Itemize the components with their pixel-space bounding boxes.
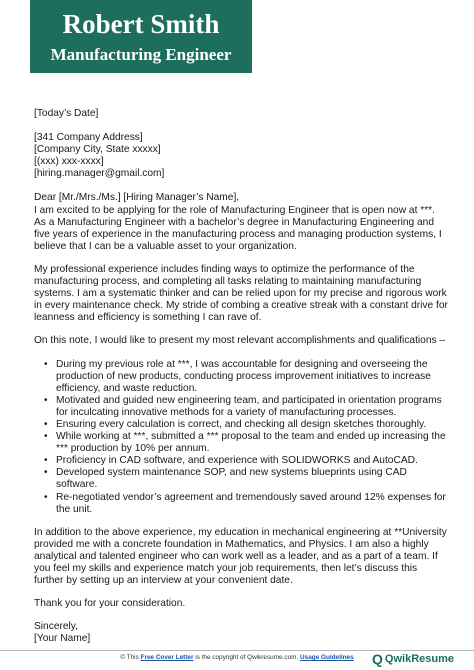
paragraph-education: In addition to the above experience, my education in mechanical engineering at **University provided me with a concrete foundation in Mathematics, and Physics. I am also a highly analytical and talented engineer who can work well as a leader, and as a part of a team. If you feel my skills and experience match your job requirements, then let’s discuss this further by setting up an interview at your convenient date.	[34, 526, 447, 587]
list-item: • Re-negotiated vendor’s agreement and tremendously saved around 12% expenses for the unit.	[56, 492, 448, 516]
list-item: • While working at ***, submitted a *** proposal to the team and ended up increasing the *** production by 10% per annum.	[56, 431, 448, 455]
qwikresume-logo-icon: Q	[372, 651, 383, 667]
address-line: [Company City, State xxxxx]	[34, 144, 161, 156]
letter-body	[34, 108, 448, 645]
address-line: [(xxx) xxx-xxxx]	[34, 156, 104, 168]
applicant-name: Robert Smith	[62, 9, 220, 39]
usage-guidelines-link[interactable]: Usage Guidelines	[300, 654, 354, 661]
list-item: • Proficiency in CAD software, and experience with SOLIDWORKS and AutoCAD.	[56, 455, 448, 467]
list-item: • During my previous role at ***, I was accountable for designing and overseeing the production of new products, conducting process improvement initiatives to increase efficiency, and waste reduction.	[56, 359, 448, 395]
paragraph-accomplishments-intro: On this note, I would like to present my most relevant accomplishments and qualifications –	[34, 335, 446, 347]
list-item: • Developed system maintenance SOP, and new systems blueprints using CAD software.	[56, 467, 448, 491]
list-item: • Motivated and guided new engineering team, and participated in orientation programs for inculcating innovative methods for a variety of manufacturing processes.	[56, 395, 448, 419]
list-item: • Ensuring every calculation is correct, and checking all design sketches thoroughly.	[56, 419, 448, 431]
qwikresume-logo-text: QwikResume	[384, 653, 454, 665]
thanks-line: Thank you for your consideration.	[34, 598, 186, 610]
address-line: [341 Company Address]	[34, 132, 143, 144]
signature: [Your Name]	[34, 633, 91, 645]
applicant-job-title: Manufacturing Engineer	[50, 45, 232, 64]
address-line: [hiring.manager@gmail.com]	[34, 168, 165, 180]
footer-copyright: © This Free Cover Letter is the copyright of Qwikresume.com. Usage Guidelines	[120, 654, 354, 661]
paragraph-experience: My professional experience includes finding ways to optimize the performance of the manufacturing process, and completing all tasks relating to maintaining manufacturing systems. I am a systematic thinker and can be relied upon for my precise and rigorous work in every maintenance check. My stride of combing a creative streak with a constant drive for leanness and efficiency is something I can rave of.	[34, 263, 448, 324]
free-cover-letter-link[interactable]: Free Cover Letter	[140, 654, 194, 661]
letter-date: [Today’s Date]	[34, 108, 99, 119]
accomplishments-list	[34, 359, 448, 516]
salutation: Dear [Mr./Mrs./Ms.] [Hiring Manager’s Name],	[34, 192, 240, 204]
qwikresume-logo[interactable]	[372, 651, 454, 667]
header-banner	[30, 0, 252, 73]
paragraph-intro: I am excited to be applying for the role of Manufacturing Engineer that is open now at ***. As a Manufacturing Engineer with a bachelor’s degree in Manufacturing Engineering and five years of experience in the manufacturing process and managing production systems, I believe that I can be a valuable asset to your organization.	[34, 204, 442, 252]
closing: Sincerely,	[34, 621, 78, 633]
